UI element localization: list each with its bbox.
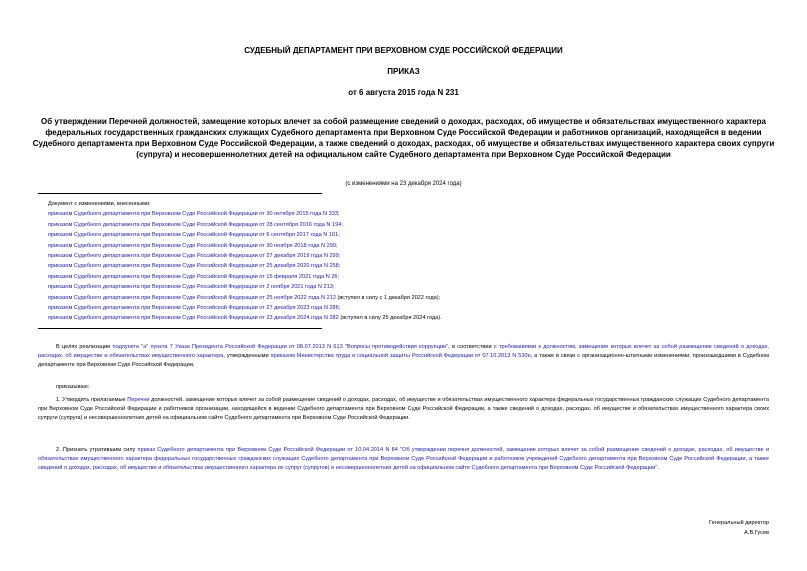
- requirements-link[interactable]: требованиями к должностям, замещение которых влечет за собой размещение сведений о доходах, расходах, об имуществе и обязательствах имущественного характера: [38, 344, 769, 359]
- signatory-name: А.В.Гусев: [744, 530, 769, 536]
- amendment-link[interactable]: приказом Судебного департамента при Верховном Суде Российской Федерации от 30 октября 2015 года N 333;: [48, 211, 340, 218]
- amendment-item: [48, 220, 768, 230]
- amendment-item: [48, 209, 768, 219]
- decree-word: приказываю:: [56, 384, 90, 390]
- intro-paragraph: В целях реализации подпункта "а" пункта 7 Указа Президента Российской Федерации от 08.07.2013 N 613 "Вопросы противодействия коррупции", в соответствии с требованиями к должностям, замещение которых влечет за собой размещение сведений о доходах, расходах, об имуществе и обязательствах имущественного характера, утвержденными приказом Министерства труда и социальной защиты Российской Федерации от 07.10.2013 N 530н, а также в связи с организационно-штатными изменениями, произошедшими в Судебном департаменте при Верховном Суде Российской Федерации,: [38, 344, 770, 368]
- organization-title: СУДЕБНЫЙ ДЕПАРТАМЕНТ ПРИ ВЕРХОВНОМ СУДЕ РОССИЙСКОЙ ФЕДЕРАЦИИ: [244, 46, 563, 55]
- paragraph-two: 2. Признать утратившим силу приказ Судебного департамента при Верховном Суде Российской Федерации от 10.04.2014 N 84 "Об утверждении перечня должностей, замещение которых влечет за собой размещение сведений о доходах, расходах, об имуществе и обязательствах имущественного характера федеральных государственных гражданских служащих Судебного департамента при Верховном Суде Российской Федерации и работников учреждений Судебного департамента при Верховном Суде Российской Федерации, а также сведений о доходах, расходах, об имуществе и обязательствах имущественного характера их супруг (супругов) и несовершеннолетних детей на официальном сайте Судебного департамента при Верховном Суде Российской Федерации".: [38, 447, 769, 471]
- amendment-item: приказом Судебного департамента при Верховном Суде Российской Федерации от 23 декабря 2024 года N 282 (вступил в силу 25 декабря 2024 года).: [48, 315, 442, 322]
- decree-link[interactable]: подпункта "а" пункта 7 Указа Президента Российской Федерации от 08.07.2013 N 613 "Вопросы противодействия коррупции": [112, 344, 449, 350]
- amendment-item: [48, 230, 768, 240]
- amendment-note: (с изменениями на 23 декабря 2024 года): [345, 181, 462, 187]
- amendment-link[interactable]: приказом Судебного департамента при Верховном Суде Российской Федерации от 30 ноября 2018 года N 290;: [48, 242, 338, 249]
- repealed-order-link[interactable]: приказ Судебного департамента при Верховном Суде Российской Федерации от 10.04.2014 N 84 "Об утверждении перечня должностей, замещение которых влечет за собой размещение сведений о доходах, расходах, об имуществе и обязательствах имущественного характера федеральных государственных гражданских служащих Судебного департамента при Верховном Суде Российской Федерации и работников учреждений Судебного департамента при Верховном Суде Российской Федерации, а также сведений о доходах, расходах, об имуществе и обязательствах имущественного характера их супруг (супругов) и несовершеннолетних детей на официальном сайте Судебного департамента при Верховном Суде Российской Федерации": [38, 447, 769, 471]
- amendment-item: [48, 282, 768, 292]
- amendment-link[interactable]: приказом Судебного департамента при Верховном Суде Российской Федерации от 28 сентября 2016 года N 194;: [48, 221, 343, 228]
- document-type: ПРИКАЗ: [387, 67, 420, 76]
- divider-bottom: [38, 328, 322, 329]
- paragraph-one: 1. Утвердить прилагаемые Перечни должностей, замещение которых влечет за собой размещение сведений о доходах, расходах, об имуществе и обязательствах имущественного характера федеральных государственных гражданских служащих Судебного департамента при Верховном Суде Российской Федерации и работников организации, находящейся в ведении Судебного департамента при Верховном Суде Российской Федерации, а также сведений о доходах, расходах, об имуществе и обязательствах имущественного характера своих супруги (супруга) и несовершеннолетних детей на официальном сайте Судебного департамента при Верховном Суде Российской Федерации.: [38, 397, 769, 421]
- amendment-link[interactable]: приказом Судебного департамента при Верховном Суде Российской Федерации от 6 сентября 2017 года N 161;: [48, 232, 340, 239]
- signature-block: [709, 518, 769, 538]
- amendment-item: [48, 303, 768, 313]
- amendment-item: [48, 251, 768, 261]
- lists-link[interactable]: Перечни: [127, 397, 150, 403]
- amendment-link[interactable]: приказом Судебного департамента при Верховном Суде Российской Федерации от 15 февраля 2021 года N 26;: [48, 273, 340, 280]
- amendment-list-header: Документ с изменениями, внесенными:: [48, 201, 151, 207]
- amendment-list: [48, 199, 768, 324]
- amendment-link[interactable]: приказом Судебного департамента при Верховном Суде Российской Федерации от 27 декабря 2019 года N 299;: [48, 253, 341, 260]
- amendment-item: [48, 272, 768, 282]
- amendment-link[interactable]: приказом Судебного департамента при Верховном Суде Российской Федерации от 25 декабря 2020 года N 258;: [48, 263, 341, 270]
- amendment-link[interactable]: приказом Судебного департамента при Верховном Суде Российской Федерации от 2 ноября 2021 года N 213;: [48, 284, 335, 291]
- divider-top: [38, 193, 322, 194]
- document-heading: Об утверждении Перечней должностей, замещение которых влечет за собой размещение сведений о доходах, расходах, об имуществе и обязательствах имущественного характера федеральных государственных гражданских служащих Судебного департамента при Верховном Суде Российской Федерации и работников организаций, находящейся в ведении Судебного департамента при Верховном Суде Российской Федерации, а также сведений о доходах, расходах, об имуществе и обязательствах имущественного характера своих супруги (супруга) и несовершеннолетних детей на официальном сайте Судебного департамента при Верховном Суде Российской Федерации: [32, 117, 775, 159]
- amendment-link[interactable]: приказом Судебного департамента при Верховном Суде Российской Федерации от 25 ноября 2022 года N 212: [48, 294, 336, 301]
- document-date-number: от 6 августа 2015 года N 231: [348, 88, 459, 97]
- amendment-item: [48, 241, 768, 251]
- signatory-position: Генеральный директор: [709, 520, 769, 526]
- amendment-item: [48, 261, 768, 271]
- amendment-item: приказом Судебного департамента при Верховном Суде Российской Федерации от 25 ноября 2022 года N 212 (вступил в силу с 1 декабря 2022 года);: [48, 294, 441, 301]
- amendment-link[interactable]: приказом Судебного департамента при Верховном Суде Российской Федерации от 23 декабря 2024 года N 282: [48, 315, 339, 322]
- ministry-order-link[interactable]: приказом Министерства труда и социальной защиты Российской Федерации от 07.10.2013 N 530н: [270, 353, 531, 359]
- amendment-link[interactable]: приказом Судебного департамента при Верховном Суде Российской Федерации от 27 декабря 2023 года N 286;: [48, 305, 341, 312]
